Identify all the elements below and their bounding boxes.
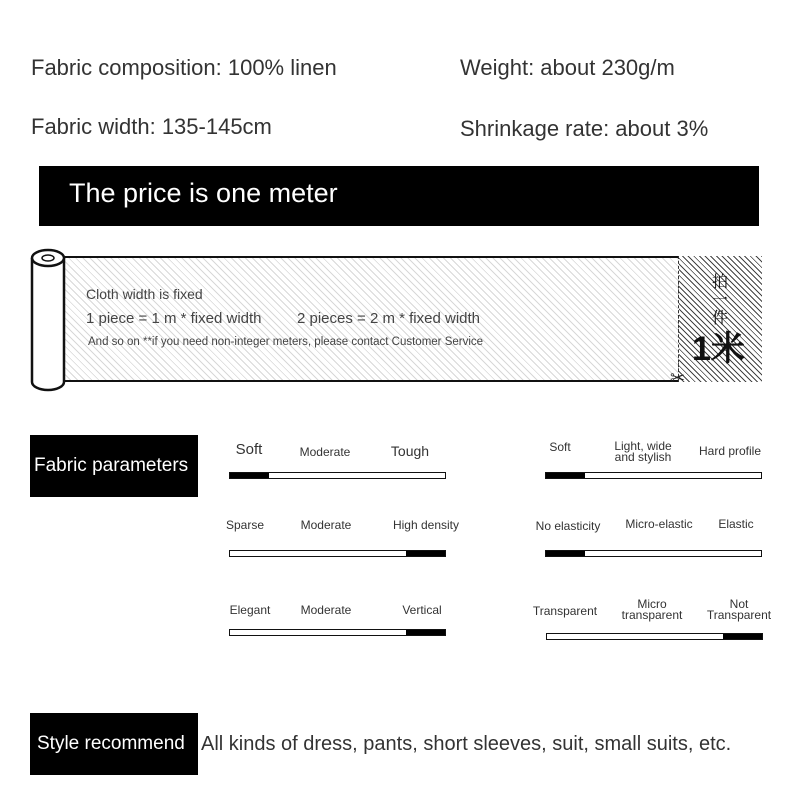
slider-label: Elegant — [229, 603, 271, 617]
cut-label-big: 1米 — [692, 330, 745, 368]
slider-label: Sparse — [225, 518, 265, 532]
price-banner-text: The price is one meter — [69, 178, 338, 208]
fabric-parameters-tag — [30, 435, 198, 497]
slider-fill — [546, 473, 585, 478]
roll-cylinder-icon — [30, 248, 66, 392]
slider-fill — [230, 473, 269, 478]
fabric-roll-illustration — [28, 246, 768, 396]
roll-line-1: Cloth width is fixed — [86, 286, 203, 302]
style-recommend-title: Style recommend — [37, 733, 185, 754]
slider-bar — [545, 472, 762, 479]
slider-label: Tough — [390, 443, 430, 459]
slider-label: Light, wide and stylish — [614, 439, 672, 464]
fabric-parameters-title: Fabric parameters — [34, 455, 189, 476]
slider-bar — [229, 629, 446, 636]
slider-label: Micro transparent — [621, 597, 683, 622]
slider-label: Soft — [235, 441, 263, 458]
slider-label: High density — [392, 518, 460, 532]
slider-label: Vertical — [402, 603, 442, 617]
slider-label: Micro-elastic — [625, 517, 693, 531]
slider-label: Soft — [549, 440, 571, 454]
slider-fill — [546, 551, 585, 556]
spec-width: Fabric width: 135-145cm — [31, 114, 272, 139]
slider-fill — [723, 634, 762, 639]
slider-label: Not Transparent — [706, 597, 772, 622]
slider-label: Moderate — [300, 603, 352, 617]
style-recommend-tag — [30, 713, 198, 775]
scissors-icon: ✂ — [670, 368, 686, 388]
spec-composition: Fabric composition: 100% linen — [31, 55, 337, 80]
spec-weight: Weight: about 230g/m — [460, 55, 675, 80]
slider-label: Transparent — [532, 604, 598, 618]
price-banner — [39, 166, 759, 226]
slider-bar — [229, 472, 446, 479]
slider-fill — [406, 630, 445, 635]
slider-label: Moderate — [300, 518, 352, 532]
roll-line-3: And so on **if you need non-integer meters, please contact Customer Service — [88, 336, 484, 348]
slider-bar — [229, 550, 446, 557]
slider-fill — [406, 551, 445, 556]
slider-label: Moderate — [299, 445, 351, 459]
spec-shrinkage: Shrinkage rate: about 3% — [460, 116, 709, 141]
slider-bar — [545, 550, 762, 557]
cut-label-small: 拍 一 件 — [711, 274, 728, 327]
slider-label: No elasticity — [535, 519, 601, 533]
slider-bar — [546, 633, 763, 640]
slider-label: Hard profile — [698, 444, 762, 458]
roll-line-2a: 1 piece = 1 m * fixed width — [86, 310, 262, 327]
style-recommend-text: All kinds of dress, pants, short sleeves, suit, small suits, etc. — [201, 733, 732, 755]
roll-line-2b: 2 pieces = 2 m * fixed width — [297, 310, 481, 327]
slider-label: Elastic — [718, 517, 754, 531]
